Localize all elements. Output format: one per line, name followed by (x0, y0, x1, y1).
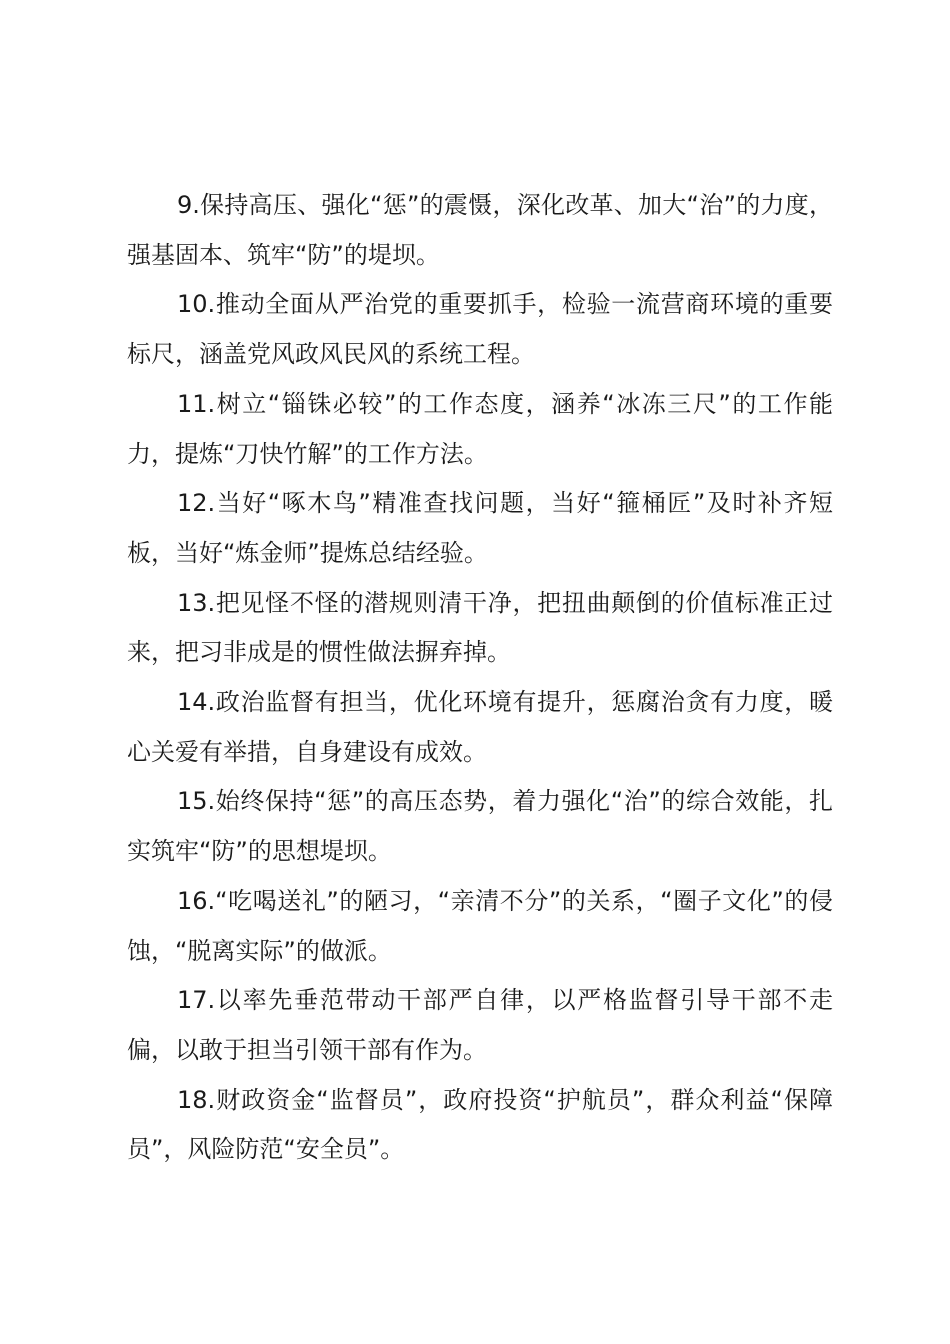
paragraph-9: 9.保持高压、强化“惩”的震慑，深化改革、加大“治”的力度，强基固本、筑牢“防”的堤坝。 (127, 191, 833, 269)
document-body (127, 181, 833, 1175)
paragraph-18: 18.财政资金“监督员”，政府投资“护航员”，群众利益“保障员”，风险防范“安全员”。 (127, 1085, 833, 1164)
paragraph-15: 15.始终保持“惩”的高压态势，着力强化“治”的综合效能，扎实筑牢“防”的思想堤坝。 (127, 787, 833, 866)
paragraph-10: 10.推动全面从严治党的重要抓手，检验一流营商环境的重要标尺，涵盖党风政风民风的系统工程。 (127, 290, 833, 369)
paragraph-11: 11.树立“锱铢必较”的工作态度，涵养“冰冻三尺”的工作能力，提炼“刀快竹解”的工作方法。 (127, 389, 833, 468)
paragraph-12: 12.当好“啄木鸟”精准查找问题，当好“箍桶匠”及时补齐短板，当好“炼金师”提炼总结经验。 (127, 489, 833, 567)
paragraph-17: 17.以率先垂范带动干部严自律，以严格监督引导干部不走偏，以敢于担当引领干部有作为。 (127, 986, 833, 1064)
paragraph-14: 14.政治监督有担当，优化环境有提升，惩腐治贪有力度，暖心关爱有举措，自身建设有成效。 (127, 688, 833, 766)
paragraph-16: 16.“吃喝送礼”的陋习，“亲清不分”的关系，“圈子文化”的侵蚀，“脱离实际”的做派。 (127, 886, 833, 965)
paragraph-13: 13.把见怪不怪的潜规则清干净，把扭曲颠倒的价值标准正过来，把习非成是的惯性做法摒弃掉。 (127, 588, 833, 667)
